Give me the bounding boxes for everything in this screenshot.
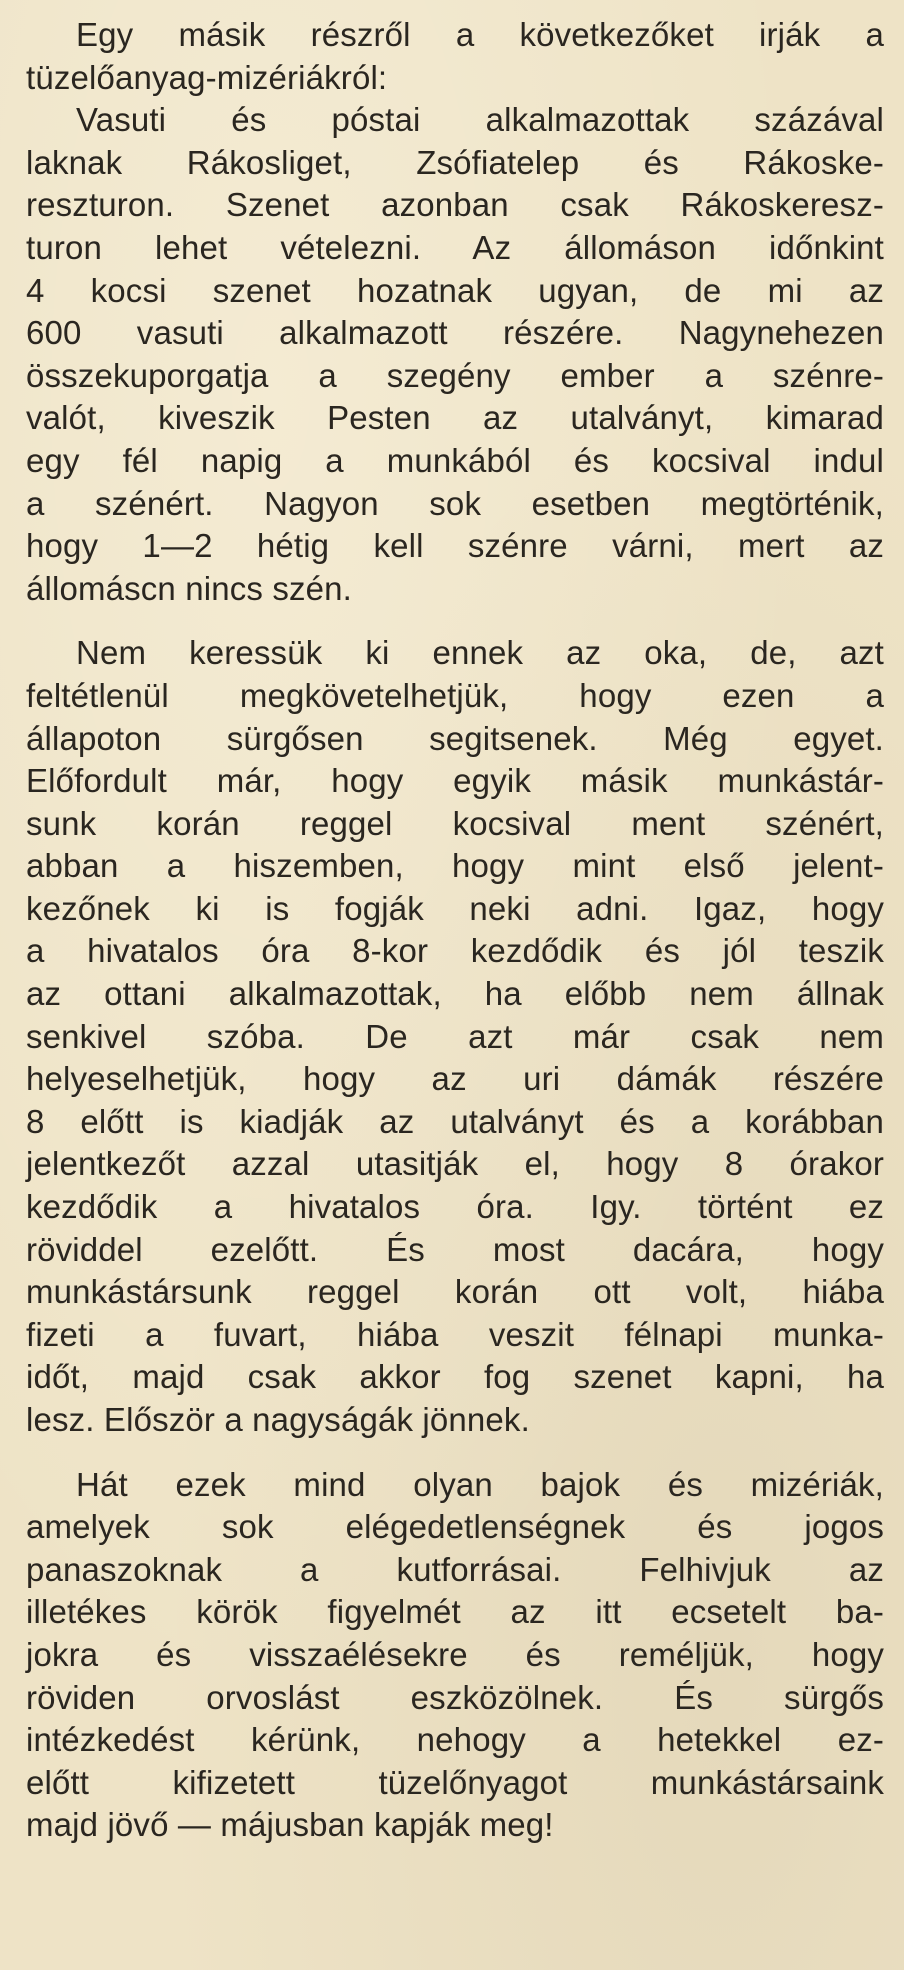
text-line: Előfordult már, hogy egyik másik munkástár- — [26, 762, 884, 800]
text-line: sunk korán reggel kocsival ment szénért, — [26, 804, 884, 842]
text-line: 4 kocsi szenet hozatnak ugyan, de mi az — [26, 271, 884, 309]
text-line: panaszoknak a kutforrásai. Felhivjuk az — [26, 1550, 884, 1588]
text-line: Nem keressük ki ennek az oka, de, azt — [76, 634, 884, 672]
text-line: turon lehet vételezni. Az állomáson időnkint — [26, 228, 884, 266]
text-line: Hát ezek mind olyan bajok és mizériák, — [76, 1465, 884, 1503]
text-line: majd jövő — májusban kapják meg! — [26, 1806, 554, 1844]
text-line: tüzelőanyag-mizériákról: — [26, 58, 388, 96]
text-line: röviddel ezelőtt. És most dacára, hogy — [26, 1230, 884, 1268]
text-line: reszturon. Szenet azonban csak Rákoskeresz- — [26, 186, 884, 224]
text-line: jelentkezőt azzal utasitják el, hogy 8 órakor — [26, 1145, 884, 1183]
text-line: időt, majd csak akkor fog szenet kapni, ha — [26, 1358, 884, 1396]
text-line: a szénért. Nagyon sok esetben megtörténik, — [26, 484, 884, 522]
intro-paragraph — [26, 14, 884, 99]
text-line: 8 előtt is kiadják az utalványt és a korábban — [26, 1102, 884, 1140]
text-line: fizeti a fuvart, hiába veszit félnapi munka- — [26, 1315, 884, 1353]
text-line: előtt kifizetett tüzelőnyagot munkástársaink — [26, 1763, 884, 1801]
text-line: helyeselhetjük, hogy az uri dámák részére — [26, 1060, 884, 1098]
text-line: feltétlenül megkövetelhetjük, hogy ezen a — [26, 676, 884, 714]
text-line: a hivatalos óra 8-kor kezdődik és jól teszik — [26, 932, 884, 970]
text-line: amelyek sok elégedetlenségnek és jogos — [26, 1508, 884, 1546]
text-line: kezőnek ki is fogják neki adni. Igaz, hogy — [26, 889, 884, 927]
text-line: röviden orvoslást eszközölnek. És sürgős — [26, 1678, 884, 1716]
text-line: illetékes körök figyelmét az itt ecsetelt ba- — [26, 1593, 884, 1631]
text-line: Egy másik részről a következőket irják a — [76, 16, 884, 53]
text-line: 600 vasuti alkalmazott részére. Nagynehezen — [26, 314, 884, 352]
text-line: egy fél napig a munkából és kocsival indul — [26, 441, 884, 479]
text-line: valót, kiveszik Pesten az utalványt, kimarad — [26, 399, 884, 437]
paragraph-railway-workers — [26, 99, 884, 610]
text-line: munkástársunk reggel korán ott volt, hiába — [26, 1273, 884, 1311]
text-line: állapoton sürgősen segitsenek. Még egyet. — [26, 719, 884, 757]
paragraph-closing — [26, 1464, 884, 1847]
text-line: összekuporgatja a szegény ember a szénre- — [26, 356, 884, 394]
text-line: intézkedést kérünk, nehogy a hetekkel ez- — [26, 1721, 884, 1759]
paragraph-coal-office — [26, 632, 884, 1441]
text-line: az ottani alkalmazottak, ha előbb nem állnak — [26, 975, 884, 1013]
text-line: jokra és visszaélésekre és reméljük, hogy — [26, 1635, 884, 1673]
text-line: állomáscn nincs szén. — [26, 569, 352, 607]
text-line: laknak Rákosliget, Zsófiatelep és Rákoske- — [26, 143, 884, 181]
text-line: lesz. Először a nagyságák jönnek. — [26, 1401, 530, 1438]
text-line: Vasuti és póstai alkalmazottak százával — [76, 101, 884, 139]
text-line: hogy 1—2 hétig kell szénre várni, mert az — [26, 527, 884, 565]
text-line: kezdődik a hivatalos óra. Igy. történt ez — [26, 1188, 884, 1226]
text-line: senkivel szóba. De azt már csak nem — [26, 1017, 884, 1055]
text-line: abban a hiszemben, hogy mint első jelent- — [26, 847, 884, 885]
